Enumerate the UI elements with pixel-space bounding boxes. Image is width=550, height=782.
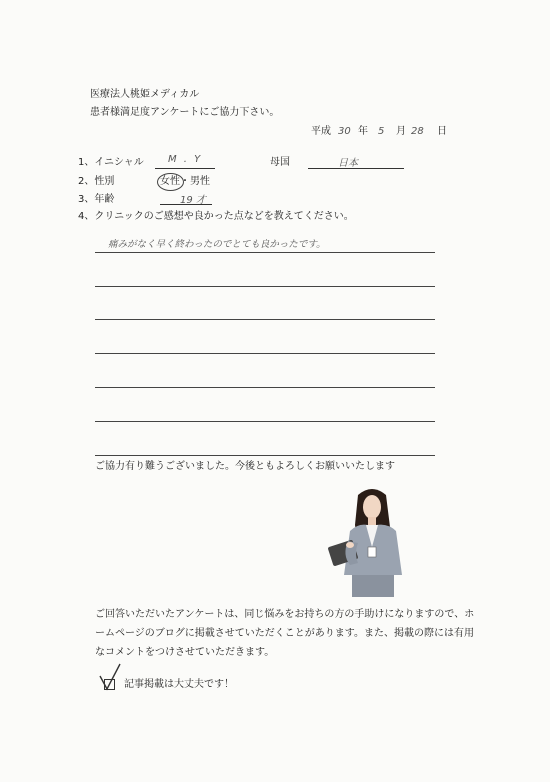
- date-day-unit: 日: [437, 126, 447, 137]
- comment-rule-4: [95, 353, 435, 354]
- q1-answer: M . Y: [168, 154, 203, 165]
- checkmark-icon: [98, 662, 122, 692]
- country-label: 母国: [270, 157, 290, 168]
- q1-label: 1、イニシャル: [78, 157, 144, 168]
- comment-rule-1: [95, 252, 435, 253]
- q3-answer: 19 才: [180, 195, 206, 206]
- date-year: 30: [338, 126, 351, 137]
- consent-label: 記事掲載は大丈夫です！: [124, 679, 234, 690]
- date-month-unit: 月: [396, 126, 406, 137]
- country-answer: 日本: [338, 158, 358, 169]
- q3-label: 3、年齢: [78, 194, 115, 205]
- notice-line-3: なコメントをつけさせていただきます。: [95, 647, 275, 658]
- q2-label: 2、性別: [78, 176, 115, 187]
- q4-answer: 痛みがなく早く終わったのでとても良かったです。: [108, 239, 326, 250]
- date-day: 28: [411, 126, 424, 137]
- comment-rule-3: [95, 319, 435, 320]
- comment-rule-5: [95, 387, 435, 388]
- notice-line-1: ご回答いただいたアンケートは、同じ悩みをお持ちの方の手助けになりますので、ホ: [95, 609, 475, 620]
- female-selection-circle: [157, 173, 184, 191]
- comment-rule-7: [95, 455, 435, 456]
- thanks-message: ご協力有り難うございました。今後ともよろしくお願いいたします: [95, 461, 395, 472]
- notice-line-2: ームページのブログに掲載させていただくことがあります。また、掲載の際には有用: [95, 628, 474, 639]
- q3-underline: [160, 204, 212, 205]
- country-underline: [308, 168, 404, 169]
- date-month: 5: [378, 126, 385, 137]
- date-era: 平成: [311, 126, 331, 137]
- q4-label: 4、クリニックのご感想や良かった点などを教えてください。: [78, 211, 354, 222]
- date-year-unit: 年: [358, 126, 368, 137]
- q1-underline: [155, 168, 215, 169]
- staff-photo: [328, 485, 418, 597]
- comment-rule-6: [95, 421, 435, 422]
- org-name: 医療法人桃姫メディカル: [90, 89, 200, 100]
- comment-rule-2: [95, 286, 435, 287]
- survey-request: 患者様満足度アンケートにご協力下さい。: [90, 107, 280, 118]
- q2-options: 女性・男性: [160, 176, 210, 187]
